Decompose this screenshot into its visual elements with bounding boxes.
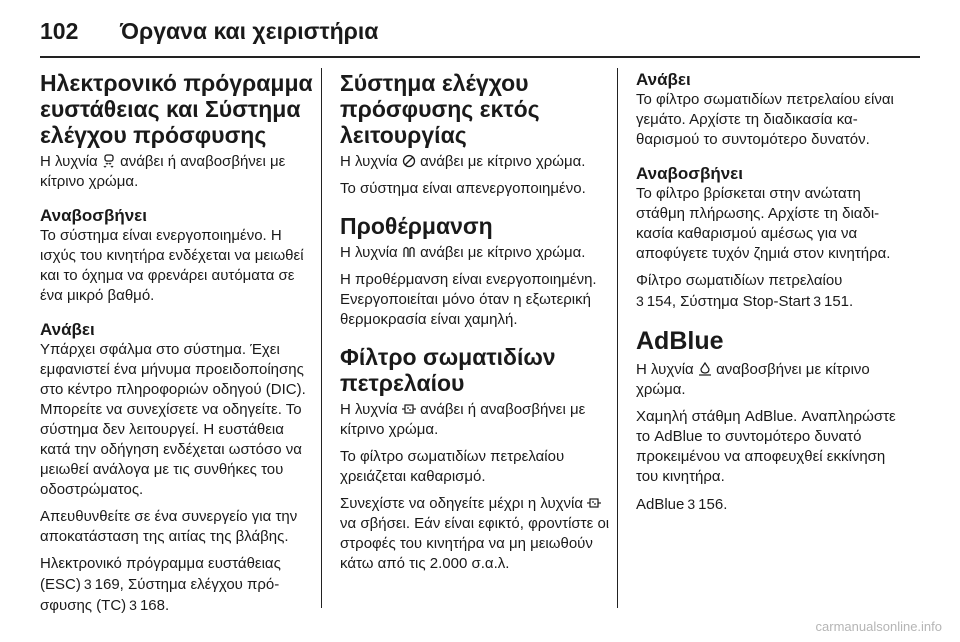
cross-reference: Ηλεκτρονικό πρόγραμμα ευστάθειας (ESC) 3 169, Σύστημα ελέγχου πρόσφυσης (TC) 3 168. [40, 555, 281, 614]
page-ref[interactable]: 154 [646, 293, 672, 310]
text-run: ανάβει με κίτρινο χρώμα. [420, 244, 586, 261]
subheading-flashing: Αναβοσβήνει [636, 164, 743, 183]
link-text[interactable]: AdBlue [636, 496, 685, 513]
page-ref[interactable]: 168 [139, 597, 165, 614]
reference-arrow-icon: 3 [83, 576, 92, 592]
section-heading-tc-off: Σύστημα ελέγχου πρόσφυσης εκτός λειτουργίας [340, 70, 540, 148]
esc-icon [102, 154, 116, 168]
reference-arrow-icon: 3 [636, 293, 644, 309]
link-text[interactable]: Φίλτρο σωματιδίων πετρελαίου [636, 272, 843, 289]
subheading-lit: Ανάβει [40, 320, 95, 339]
paragraph: Το φίλτρο σωματιδίων πετρελαίου χρειάζεται καθαρισμό. [340, 448, 565, 485]
paragraph [340, 400, 614, 440]
text-run: Η λυχνία [340, 401, 398, 418]
link-text[interactable]: Ηλεκτρονικό πρόγραμμα ευστάθειας (ESC) [40, 555, 281, 593]
page-header [40, 14, 920, 54]
section-heading-preheat: Προθέρμανση [340, 213, 493, 239]
paragraph: Υπάρχει σφάλμα στο σύστημα. Έχει εμφανιστεί ένα μήνυμα προειδοποίησης στο κέντρο πληροφοριών οδηγού (DIC). Μπορείτε να συνεχίσετε να οδηγείτε. Το σύστημα δεν λειτουργεί. Η ευστάθεια κατά την οδήγηση ενδέχεται ωστόσο να μειωθεί ανάλογα με τις συνθήκες του οδοστρώματος. [40, 341, 306, 498]
paragraph: Το φίλτρο βρίσκεται στην ανώτατη στάθμη πλήρωσης. Αρχίστε τη διαδικασία καθαρισμού αμέσως για να αποφύγετε τυχόν ζημιά στον κινητήρα. [636, 185, 891, 262]
reference-arrow-icon: 3 [687, 496, 696, 512]
link-text[interactable]: , Σύστημα Stop-Start [671, 293, 811, 310]
paragraph [340, 494, 614, 574]
reference-arrow-icon: 3 [129, 597, 137, 613]
text-run: ανάβει ή αναβοσβήνει με κίτρινο χρώμα. [40, 153, 286, 190]
paragraph: Χαμηλή στάθμη AdBlue. Αναπληρώστε το AdBlue το συντομότερο δυνατό προκειμένου να αποφευχθεί εκκίνηση του κινητήρα. [636, 408, 896, 485]
cross-reference [636, 271, 910, 312]
text-run: Η λυχνία [636, 361, 694, 378]
text-run: Η λυχνία [40, 153, 98, 170]
paragraph: Απευθυνθείτε σε ένα συνεργείο για την αποκατάσταση της αιτίας της βλάβης. [40, 508, 298, 545]
page-number: 102 [40, 18, 79, 44]
paragraph [40, 152, 314, 192]
column-3 [636, 70, 910, 522]
page-ref[interactable]: 169 [94, 576, 120, 593]
preheat-icon [402, 245, 416, 259]
paragraph [340, 243, 614, 263]
text-run: ανάβει με κίτρινο χρώμα. [420, 153, 586, 170]
text-run: Η λυχνία [340, 244, 398, 261]
paragraph: Το σύστημα είναι ενεργοποιημένο. Η ισχύς του κινητήρα ενδέχεται να μειωθεί και το όχημα να φρενάρει αυτόματα σε ένα μικρό βαθμό. [40, 227, 304, 304]
paragraph [636, 360, 910, 400]
text-run: Συνεχίστε να οδηγείτε μέχρι η λυχνία [340, 495, 584, 512]
text-run: Η λυχνία [340, 153, 398, 170]
paragraph [340, 152, 614, 172]
column-divider [321, 68, 322, 608]
text-run: αναβοσβήνει με κίτρινο χρώμα. [636, 361, 870, 398]
cross-reference [636, 494, 910, 515]
column-1 [40, 70, 314, 623]
paragraph: Η προθέρμανση είναι ενεργοποιημένη. Ενεργοποιείται μόνο όταν η εξωτερική θερμοκρασία είναι χαμηλή. [340, 271, 597, 328]
section-heading-esc: Ηλεκτρονικό πρόγραμμα ευστάθειας και Σύστημα ελέγχου πρόσφυσης [40, 70, 313, 148]
subheading-lit: Ανάβει [636, 70, 691, 89]
text-run: ανάβει ή αναβοσβήνει με κίτρινο χρώμα. [340, 401, 586, 438]
paragraph: Το φίλτρο σωματιδίων πετρελαίου είναι γεμάτο. Αρχίστε τη διαδικασία καθαρισμού το συντομότερο δυνατόν. [636, 91, 894, 148]
section-heading-adblue: AdBlue [636, 327, 724, 355]
page-ref[interactable]: 151. [823, 293, 854, 310]
page-ref[interactable]: 156. [698, 496, 728, 513]
link-text[interactable]: , Σύστημα ελέγχου πρόσφυσης (TC) [40, 576, 280, 614]
dpf-icon [587, 496, 601, 510]
tc-off-icon [402, 154, 416, 168]
paragraph: Το σύστημα είναι απενεργοποιημένο. [340, 180, 586, 197]
reference-arrow-icon: 3 [813, 293, 821, 309]
page-title: Όργανα και χειριστήρια [120, 18, 379, 44]
text-run: να σβήσει. Εάν είναι εφικτό, φροντίστε οι στροφές του κινητήρα να μη μειωθούν κάτω από τις 2.000 σ.α.λ. [340, 515, 610, 572]
section-heading-dpf: Φίλτρο σωματιδίων πετρελαίου [340, 344, 556, 396]
column-2 [340, 70, 614, 581]
adblue-icon [698, 362, 712, 376]
column-divider [617, 68, 618, 608]
watermark: carmanualsonline.info [815, 619, 942, 634]
header-rule [40, 56, 920, 58]
subheading-flashing: Αναβοσβήνει [40, 206, 147, 225]
dpf-icon [402, 402, 416, 416]
